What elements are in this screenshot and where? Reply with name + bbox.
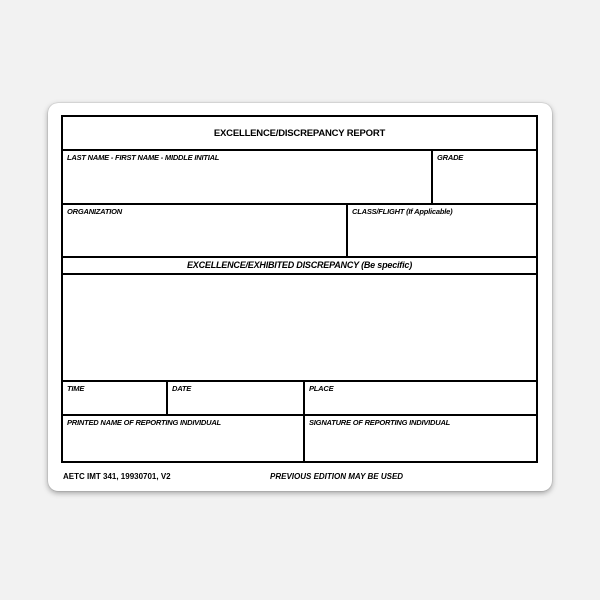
place-field[interactable] bbox=[305, 396, 536, 414]
date-cell bbox=[168, 382, 305, 416]
excellence-cell bbox=[63, 258, 536, 382]
excellence-field[interactable] bbox=[63, 275, 536, 380]
grade-field[interactable] bbox=[433, 165, 536, 203]
place-cell bbox=[305, 382, 536, 416]
organization-field[interactable] bbox=[63, 219, 346, 256]
printed-name-cell bbox=[63, 416, 305, 461]
signature-field[interactable] bbox=[305, 430, 536, 461]
time-label: TIME bbox=[67, 384, 85, 393]
printed-name-label: PRINTED NAME OF REPORTING INDIVIDUAL bbox=[67, 418, 221, 427]
name-label: LAST NAME - FIRST NAME - MIDDLE INITIAL bbox=[67, 153, 220, 162]
time-field[interactable] bbox=[63, 396, 166, 414]
report-form bbox=[61, 115, 538, 463]
date-label: DATE bbox=[172, 384, 192, 393]
place-label: PLACE bbox=[309, 384, 334, 393]
form-id: AETC IMT 341, 19930701, V2 bbox=[63, 472, 171, 481]
class-flight-label: CLASS/FLIGHT (If Applicable) bbox=[352, 207, 453, 216]
class-flight-cell bbox=[348, 205, 536, 258]
name-cell bbox=[63, 151, 433, 205]
edition-note: PREVIOUS EDITION MAY BE USED bbox=[270, 472, 404, 481]
signature-cell bbox=[305, 416, 536, 461]
grade-label: GRADE bbox=[437, 153, 464, 162]
organization-cell bbox=[63, 205, 348, 258]
name-field[interactable] bbox=[63, 165, 431, 203]
date-field[interactable] bbox=[168, 396, 303, 414]
signature-label: SIGNATURE OF REPORTING INDIVIDUAL bbox=[309, 418, 451, 427]
organization-label: ORGANIZATION bbox=[67, 207, 122, 216]
time-cell bbox=[63, 382, 168, 416]
grade-cell bbox=[433, 151, 536, 205]
excellence-header: EXCELLENCE/EXHIBITED DISCREPANCY (Be specific) bbox=[63, 258, 536, 275]
class-flight-field[interactable] bbox=[348, 219, 536, 256]
form-title: EXCELLENCE/DISCREPANCY REPORT bbox=[63, 117, 536, 151]
printed-name-field[interactable] bbox=[63, 430, 303, 461]
